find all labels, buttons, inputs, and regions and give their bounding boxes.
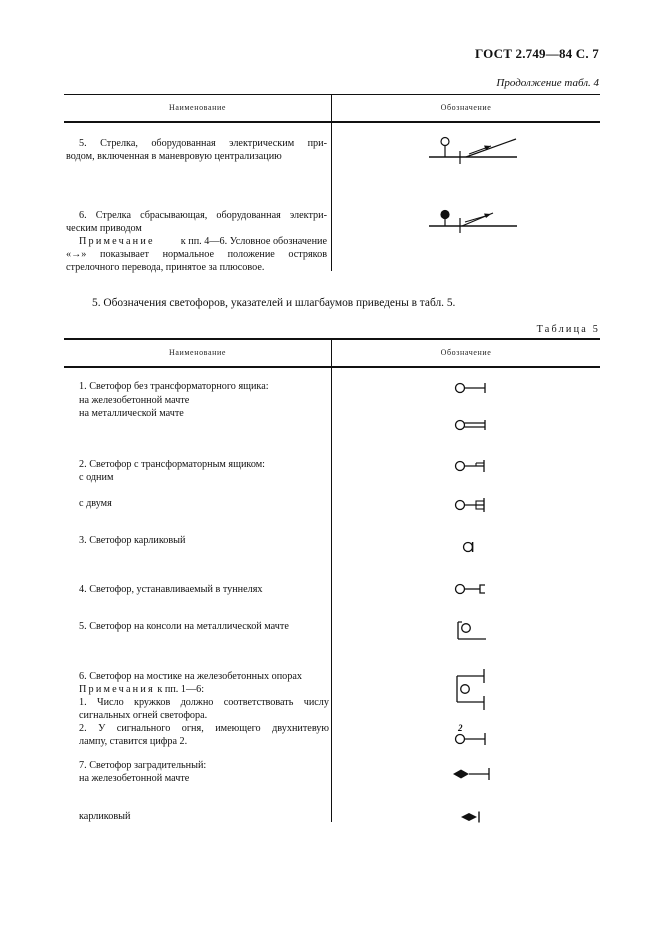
- table5-row7-sub1: на железобетонной мачте: [79, 773, 190, 784]
- table5-row6-title: 6. Светофор на мостике на железобетонных опорах: [79, 671, 302, 682]
- dwarf-barrier-signal-symbol: [460, 808, 490, 826]
- table5-row6-note2-line2: лампу, ставится цифра 2.: [79, 736, 188, 747]
- signal-concrete-mast-symbol: [452, 380, 492, 396]
- table4-note-line2: «→» показывает нормальное положение остряков: [66, 249, 327, 260]
- derailing-switch-symbol: [425, 204, 525, 240]
- table4-header-symbol: Обозначение: [440, 103, 492, 112]
- notes-label: Примечания: [79, 684, 155, 695]
- table5-title: Таблица 5: [536, 324, 600, 335]
- table4-row6-line2: ческим приводом: [66, 223, 142, 234]
- signal-two-transformer-boxes-symbol: [452, 495, 492, 515]
- note-label: Примечание: [79, 236, 155, 247]
- table5-column-divider: [331, 338, 332, 822]
- table5-row1-title: 1. Светофор без трансформаторного ящика:: [79, 381, 269, 392]
- table5-top-rule: [64, 338, 600, 340]
- double-filament-digit: 2: [458, 723, 463, 733]
- signal-one-transformer-box-symbol: [452, 457, 492, 475]
- barrier-signal-concrete-mast-symbol: [452, 765, 492, 783]
- note-text: к пп. 4—6. Условное обозначение: [180, 236, 327, 247]
- table5-row6-note-heading: [79, 683, 204, 696]
- console-signal-symbol: [452, 618, 492, 644]
- table5-row7-sub2: карликовый: [79, 811, 131, 822]
- tunnel-signal-symbol: [452, 581, 492, 597]
- table5-header-rule: [64, 366, 600, 368]
- table5-row7-title: 7. Светофор заградительный:: [79, 760, 207, 771]
- table5-header-name: Наименование: [168, 348, 227, 357]
- table4-row5-line1: 5. Стрелка, оборудованная электрическим при-: [79, 138, 327, 149]
- table5-row4-title: 4. Светофор, устанавливаемый в туннелях: [79, 584, 263, 595]
- dwarf-signal-symbol: [460, 539, 480, 555]
- table4-header-name: Наименование: [168, 103, 227, 112]
- table5-row5-title: 5. Светофор на консоли на металлической мачте: [79, 621, 289, 632]
- table4-top-rule: [64, 94, 600, 95]
- table4-header-rule: [64, 121, 600, 123]
- table5-row2-title: 2. Светофор с трансформаторным ящиком:: [79, 459, 266, 470]
- table4-note-line3: стрелочного перевода, принятое за плюсовое.: [66, 262, 265, 273]
- page-header: ГОСТ 2.749—84 С. 7: [474, 46, 599, 61]
- table5-row6-note2-line1: 2. У сигнального огня, имеющего двухнитевую: [79, 723, 329, 734]
- table5-row6-note1-line2: сигнальных огней светофора.: [79, 710, 208, 721]
- notes-suffix: к пп. 1—6:: [157, 684, 205, 695]
- switch-electric-drive-shunting-symbol: [425, 132, 525, 168]
- table4-column-divider: [331, 94, 332, 271]
- table4-row5-line2: водом, включенная в маневровую централизацию: [66, 151, 282, 162]
- double-filament-signal-symbol: [452, 722, 492, 748]
- table5-row2-sub2: с двумя: [79, 498, 112, 509]
- table5-row3-title: 3. Светофор карликовый: [79, 535, 186, 546]
- body-paragraph: 5. Обозначения светофоров, указателей и шлагбаумов приведены в табл. 5.: [92, 297, 456, 309]
- table5-header-symbol: Обозначение: [440, 348, 492, 357]
- table4-row6-line1: 6. Стрелка сбрасывающая, оборудованная электри-: [79, 210, 327, 221]
- table5-row1-sub2: на металлической мачте: [79, 408, 184, 419]
- table-continuation-caption: Продолжение табл. 4: [496, 77, 599, 89]
- table5-row1-sub1: на железобетонной мачте: [79, 395, 190, 406]
- table4-note-line1: [79, 235, 327, 248]
- table5-row6-note1-line1: 1. Число кружков должно соответствовать числу: [79, 697, 329, 708]
- gantry-signal-symbol: [452, 666, 492, 714]
- table5-row2-sub1: с одним: [79, 472, 114, 483]
- signal-metal-mast-symbol: [452, 417, 492, 433]
